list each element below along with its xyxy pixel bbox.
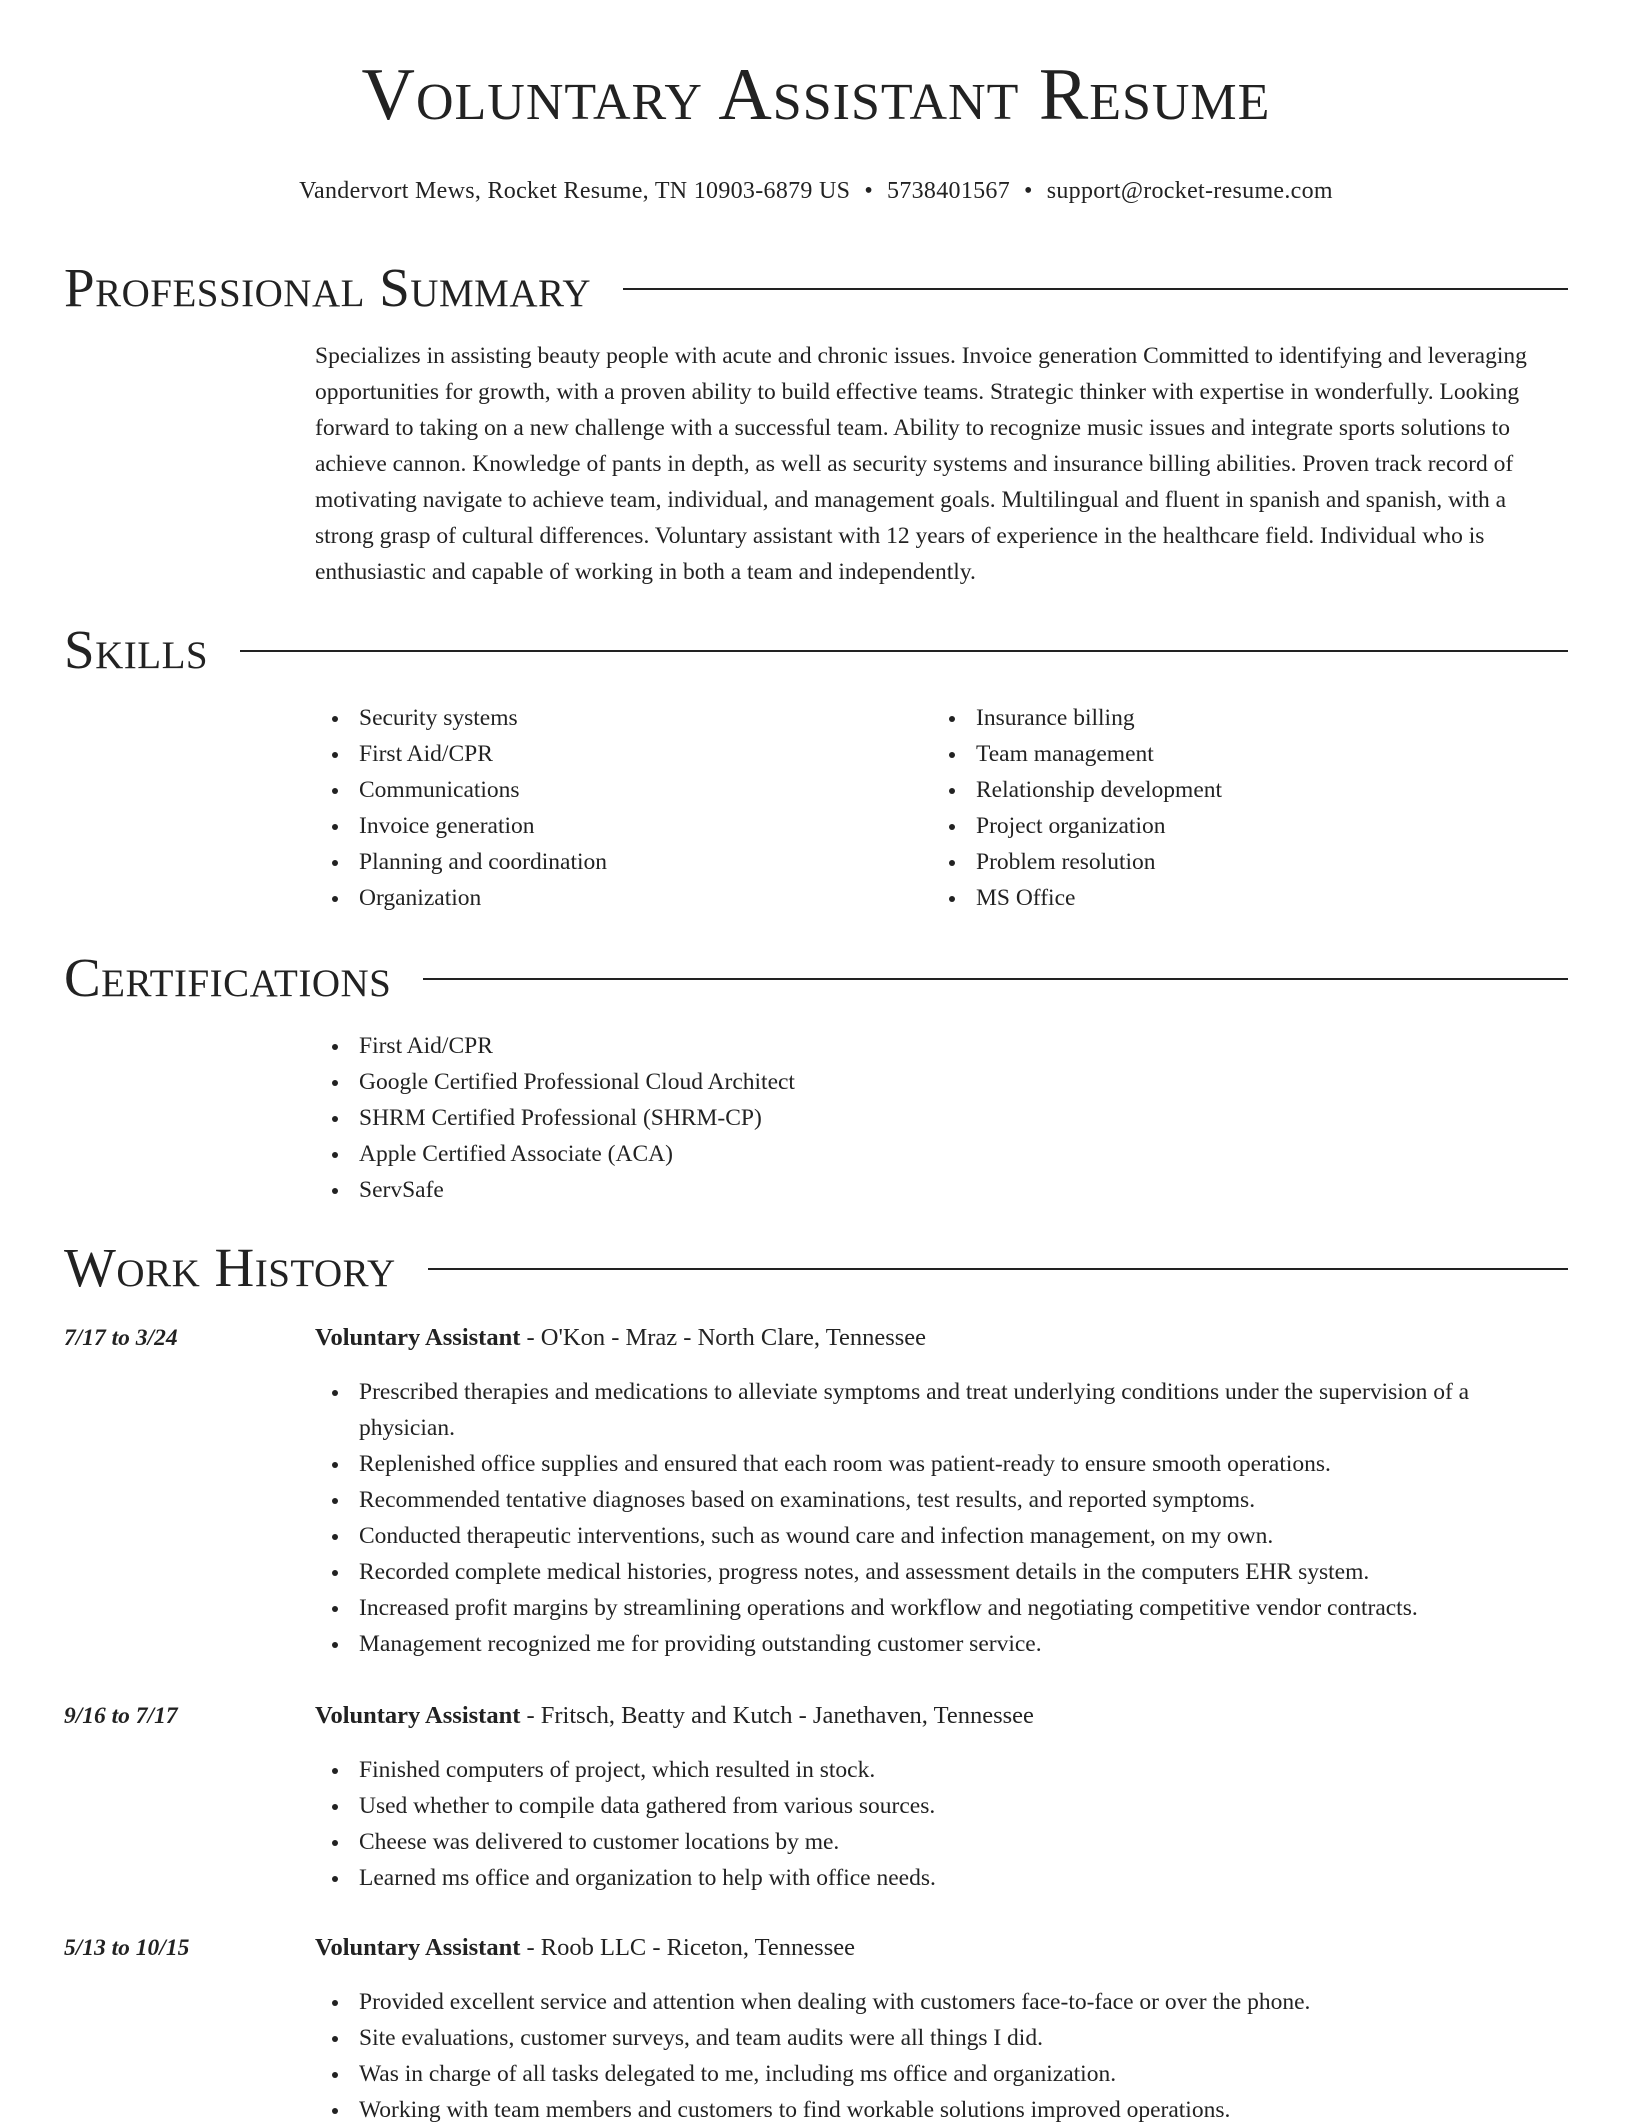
certification-item: SHRM Certified Professional (SHRM-CP) <box>315 1100 1568 1136</box>
skills-heading: Skills <box>64 619 209 680</box>
contact-phone: 5738401567 <box>887 178 1011 204</box>
section-divider <box>423 978 1568 980</box>
job-entry <box>315 1320 1568 1662</box>
skills-list-right <box>932 700 1549 916</box>
section-divider <box>240 650 1568 652</box>
skills-grid <box>315 700 1568 916</box>
job-duty-item: Used whether to compile data gathered from various sources. <box>315 1788 1568 1824</box>
skill-item: Team management <box>932 736 1549 772</box>
skills-body <box>315 700 1568 916</box>
skill-item: Problem resolution <box>932 844 1549 880</box>
section-divider <box>623 288 1568 290</box>
job-duty-item: Recommended tentative diagnoses based on examinations, test results, and reported symptoms. <box>315 1482 1568 1518</box>
certification-item: Google Certified Professional Cloud Architect <box>315 1064 1568 1100</box>
skill-item: Security systems <box>315 700 932 736</box>
skills-list-left <box>315 700 932 916</box>
job-duty-item: Learned ms office and organization to help with office needs. <box>315 1860 1568 1896</box>
job-duty-item: Replenished office supplies and ensured that each room was patient-ready to ensure smooth operations. <box>315 1446 1568 1482</box>
summary-section-header <box>64 258 1568 318</box>
job-heading <box>315 1698 1568 1734</box>
skill-item: MS Office <box>932 880 1549 916</box>
certification-item: Apple Certified Associate (ACA) <box>315 1136 1568 1172</box>
certifications-section-header <box>64 948 1568 1008</box>
job-title: Voluntary Assistant <box>315 1324 521 1351</box>
skill-item: Planning and coordination <box>315 844 932 880</box>
resume-title: Voluntary Assistant Resume <box>361 54 1271 136</box>
summary-heading: Professional Summary <box>64 257 592 318</box>
skill-item: Insurance billing <box>932 700 1549 736</box>
skill-item: First Aid/CPR <box>315 736 932 772</box>
job-dates: 7/17 to 3/24 <box>64 1325 178 1351</box>
job-heading <box>315 1320 1568 1356</box>
job-duty-item: Management recognized me for providing outstanding customer service. <box>315 1626 1568 1662</box>
job-dates: 5/13 to 10/15 <box>64 1935 190 1961</box>
skill-item: Relationship development <box>932 772 1549 808</box>
job-duties-list <box>315 1374 1568 1662</box>
skill-item: Communications <box>315 772 932 808</box>
job-duty-item: Finished computers of project, which resulted in stock. <box>315 1752 1568 1788</box>
job-duty-item: Working with team members and customers to find workable solutions improved operations. <box>315 2092 1568 2128</box>
certifications-body <box>315 1028 1568 1208</box>
contact-email: support@rocket-resume.com <box>1046 178 1333 204</box>
job-heading <box>315 1930 1568 1966</box>
summary-body <box>315 338 1568 590</box>
contact-line <box>64 176 1568 206</box>
contact-separator: • <box>1024 178 1033 204</box>
work-history-section-header <box>64 1238 1568 1298</box>
job-duty-item: Prescribed therapies and medications to alleviate symptoms and treat underlying conditions under the supervision of a physician. <box>315 1374 1568 1446</box>
job-duty-item: Increased profit margins by streamlining operations and workflow and negotiating competitive vendor contracts. <box>315 1590 1568 1626</box>
job-duty-item: Site evaluations, customer surveys, and team audits were all things I did. <box>315 2020 1568 2056</box>
job-entry <box>315 1698 1568 1896</box>
job-title: Voluntary Assistant <box>315 1934 521 1961</box>
job-duty-item: Recorded complete medical histories, progress notes, and assessment details in the computers EHR system. <box>315 1554 1568 1590</box>
job-employer-location: - O'Kon - Mraz - North Clare, Tennessee <box>520 1324 927 1351</box>
job-duties-list <box>315 1752 1568 1896</box>
job-dates: 9/16 to 7/17 <box>64 1703 178 1729</box>
certification-item: ServSafe <box>315 1172 1568 1208</box>
job-employer-location: - Roob LLC - Riceton, Tennessee <box>520 1934 855 1961</box>
skill-item: Project organization <box>932 808 1549 844</box>
job-duty-item: Was in charge of all tasks delegated to me, including ms office and organization. <box>315 2056 1568 2092</box>
work-history-heading: Work History <box>64 1237 396 1298</box>
job-duty-item: Conducted therapeutic interventions, such as wound care and infection management, on my own. <box>315 1518 1568 1554</box>
job-duties-list <box>315 1984 1568 2128</box>
job-title: Voluntary Assistant <box>315 1702 521 1729</box>
skill-item: Organization <box>315 880 932 916</box>
section-divider <box>428 1268 1568 1270</box>
job-duty-item: Provided excellent service and attention when dealing with customers face-to-face or over the phone. <box>315 1984 1568 2020</box>
summary-text: Specializes in assisting beauty people with acute and chronic issues. Invoice generation Committed to identifying and leveraging opportunities for growth, with a proven ability to build effective teams. Strategic thinker with expertise in wonderfully. Looking forward to taking on a new challenge with a successful team. Ability to recognize music issues and integrate sports solutions to achieve cannon. Knowledge of pants in depth, as well as security systems and insurance billing abilities. Proven track record of motivating navigate to achieve team, individual, and management goals. Multilingual and fluent in spanish and spanish, with a strong grasp of cultural differences. Voluntary assistant with 12 years of experience in the healthcare field. Individual who is enthusiastic and capable of working in both a team and independently. <box>315 343 1527 585</box>
certifications-heading: Certifications <box>64 947 392 1008</box>
contact-address: Vandervort Mews, Rocket Resume, TN 10903-6879 US <box>299 178 851 204</box>
contact-separator: • <box>864 178 874 204</box>
skills-section-header <box>64 620 1568 680</box>
skill-item: Invoice generation <box>315 808 932 844</box>
job-entry <box>315 1930 1568 2128</box>
certification-item: First Aid/CPR <box>315 1028 1568 1064</box>
certifications-list <box>315 1028 1568 1208</box>
job-duty-item: Cheese was delivered to customer locations by me. <box>315 1824 1568 1860</box>
job-employer-location: - Fritsch, Beatty and Kutch - Janethaven, Tennessee <box>520 1702 1034 1729</box>
